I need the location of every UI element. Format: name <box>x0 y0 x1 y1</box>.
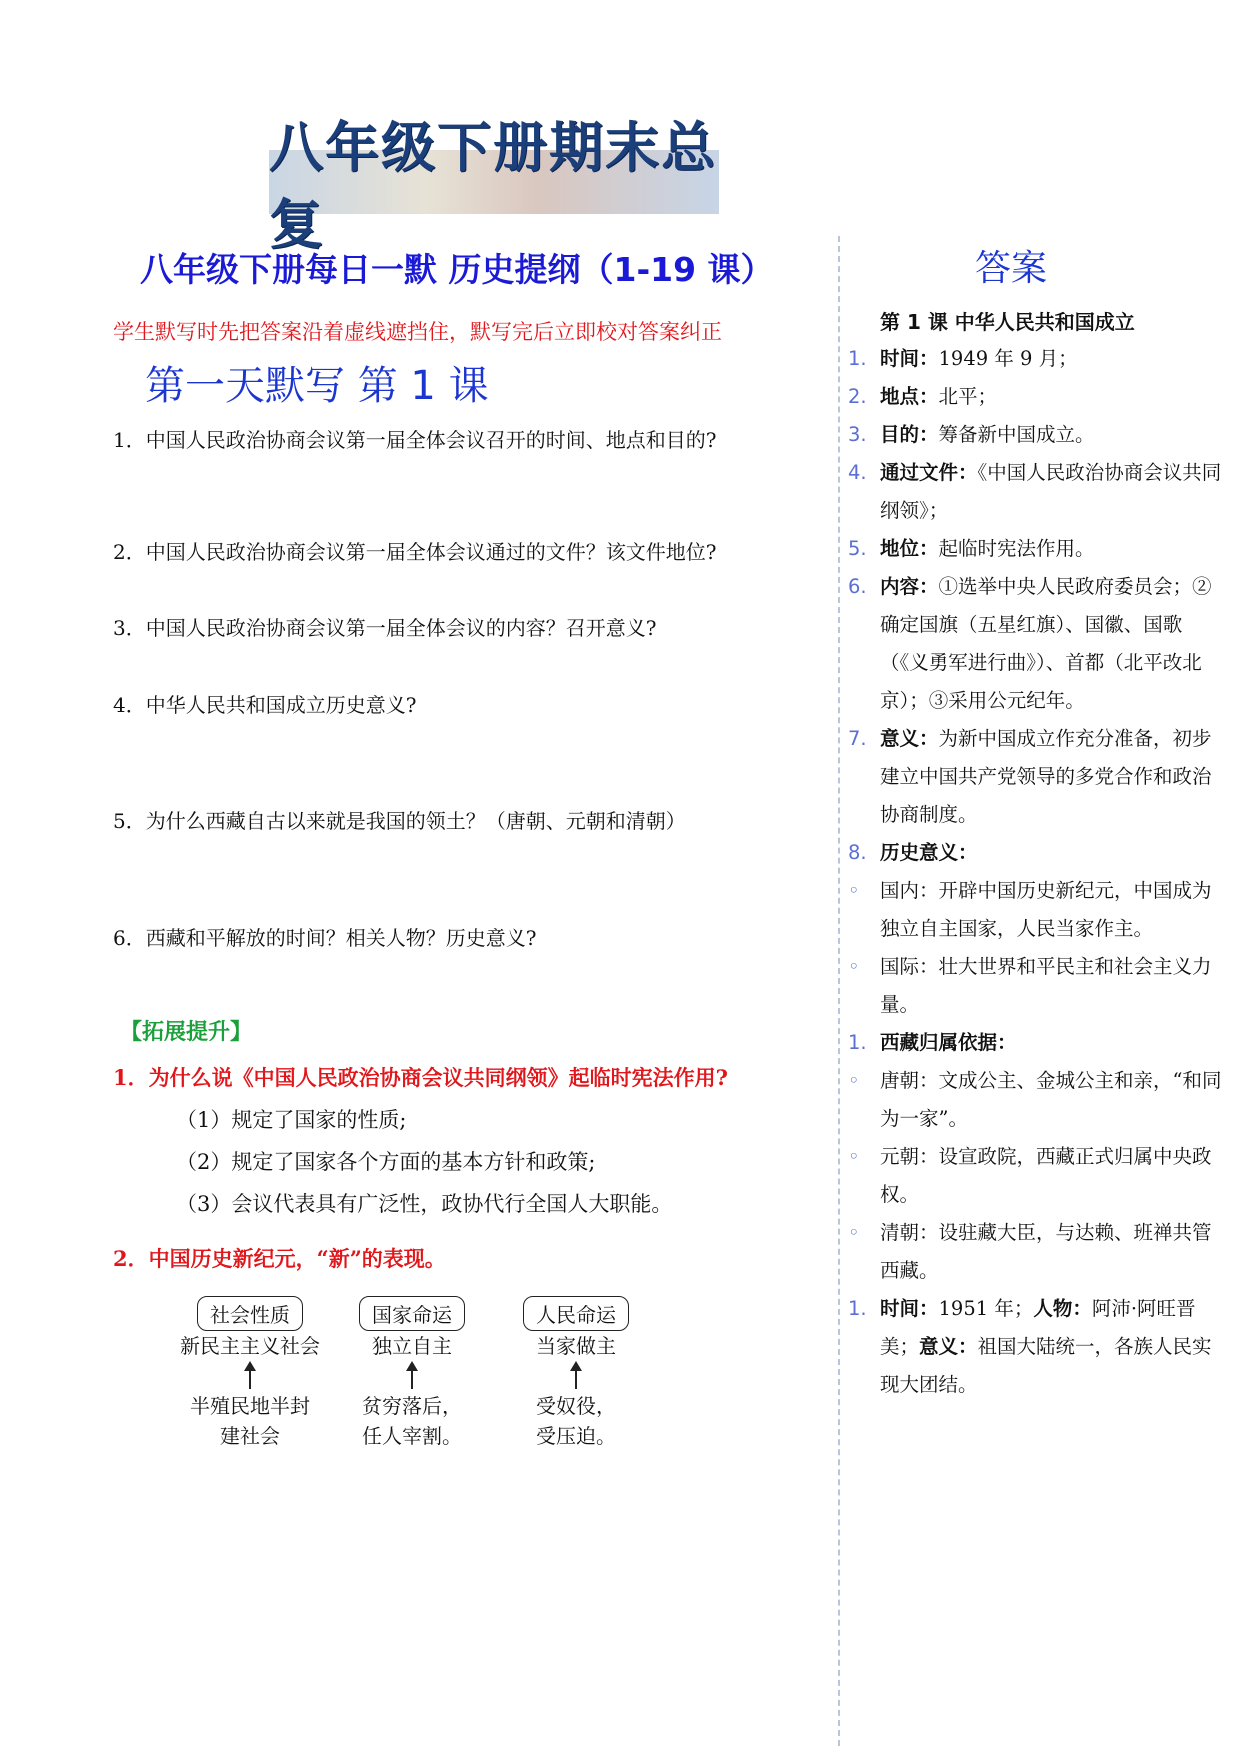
banner-title <box>269 116 719 256</box>
bullet-marker: ◦ <box>848 879 860 902</box>
answer-text: 筹备新中国成立。 <box>938 423 1095 446</box>
list-marker: 5. <box>848 537 867 560</box>
answer-text: 北平； <box>938 385 998 408</box>
answer-text: 元朝：设宣政院，西藏正式归属中央政权。 <box>880 1145 1212 1206</box>
answer-text: 国际：壮大世界和平民主和社会主义力量。 <box>880 955 1212 1016</box>
diagram-column-society <box>170 1296 330 1451</box>
question-4: 4．中华人民共和国成立历史意义? <box>113 693 417 717</box>
list-marker: 8. <box>848 841 867 864</box>
diagram-box: 人民命运 <box>523 1296 629 1331</box>
answer-item <box>848 454 1228 530</box>
diagram-old-state-line1: 贫穷落后， <box>362 1394 462 1418</box>
answer-text: 1949 年 9 月； <box>938 347 1078 370</box>
answer-text: 起临时宪法作用。 <box>938 537 1095 560</box>
instruction-text: 学生默写时先把答案沿着虚线遮挡住，默写完后立即校对答案纠正 <box>113 320 722 344</box>
answer-item <box>848 720 1228 834</box>
answer-label: 历史意义： <box>880 841 978 864</box>
list-marker: 1. <box>848 1297 867 1320</box>
list-marker: 4. <box>848 461 867 484</box>
answer-label: 时间： <box>880 347 939 370</box>
answer-text: 祖国大陆统一，各族人民实现大团结。 <box>880 1335 1212 1396</box>
extension-heading: 【拓展提升】 <box>120 1019 253 1045</box>
day-title: 第一天默写 第 1 课 <box>145 363 489 409</box>
extension-item-3: （3）会议代表具有广泛性，政协代行全国人大职能。 <box>176 1192 673 1216</box>
answer-text: 《中国人民政治协商会议共同纲领》； <box>880 461 1222 522</box>
answer-label: 意义： <box>880 727 939 750</box>
answer-label: 内容： <box>880 575 939 598</box>
question-5: 5．为什么西藏自古以来就是我国的领土？（唐朝、元朝和清朝） <box>113 809 686 833</box>
up-arrow-icon <box>575 1363 577 1389</box>
list-marker: 6. <box>848 575 867 598</box>
answer-label: 目的： <box>880 423 939 446</box>
list-marker: 1. <box>848 1031 867 1054</box>
answers-list <box>848 340 1228 1404</box>
diagram-old-state-line1: 半殖民地半封 <box>190 1394 310 1418</box>
question-1: 1．中国人民政治协商会议第一届全体会议召开的时间、地点和目的? <box>113 428 717 452</box>
diagram-column-people <box>496 1296 656 1451</box>
diagram-new-state: 新民主主义社会 <box>180 1334 320 1358</box>
answer-label: 西藏归属依据： <box>880 1031 1017 1054</box>
answer-item <box>848 834 1228 872</box>
answer-item <box>848 948 1228 1024</box>
answer-text: 阿沛·阿旺晋美； <box>880 1297 1196 1358</box>
up-arrow-icon <box>411 1363 413 1389</box>
dashed-fold-line <box>838 236 840 1746</box>
banner-text: 八年级下册期末总复 <box>269 116 717 256</box>
answer-text: 1951 年； <box>938 1297 1034 1320</box>
answer-item <box>848 872 1228 948</box>
answer-item <box>848 530 1228 568</box>
bullet-marker: ◦ <box>848 955 860 978</box>
diagram-new-state: 独立自主 <box>372 1334 452 1358</box>
answers-title: 答案 <box>975 248 1048 289</box>
answer-item <box>848 416 1228 454</box>
question-2: 2．中国人民政治协商会议第一届全体会议通过的文件？该文件地位? <box>113 540 717 564</box>
diagram-box: 社会性质 <box>197 1296 303 1331</box>
answer-label: 人物： <box>1033 1297 1092 1320</box>
diagram-old-state-line1: 受奴役， <box>536 1394 616 1418</box>
answer-text: 清朝：设驻藏大臣，与达赖、班禅共管西藏。 <box>880 1221 1212 1282</box>
answer-label: 时间： <box>880 1297 939 1320</box>
bullet-marker: ◦ <box>848 1069 860 1092</box>
answer-item <box>848 1024 1228 1062</box>
extension-item-1: （1）规定了国家的性质; <box>176 1108 407 1132</box>
diagram-new-state: 当家做主 <box>536 1334 616 1358</box>
answer-label: 意义： <box>919 1335 978 1358</box>
list-marker: 3. <box>848 423 867 446</box>
question-3: 3．中国人民政治协商会议第一届全体会议的内容？召开意义? <box>113 616 657 640</box>
diagram-box: 国家命运 <box>359 1296 465 1331</box>
bullet-marker: ◦ <box>848 1145 860 1168</box>
diagram-old-state-line2: 建社会 <box>220 1424 280 1448</box>
diagram-old-state-line2: 任人宰割。 <box>362 1424 462 1448</box>
main-title: 八年级下册每日一默 历史提纲（1-19 课） <box>140 250 774 289</box>
answer-label: 通过文件： <box>880 461 978 484</box>
extension-question-1: 1．为什么说《中国人民政治协商会议共同纲领》起临时宪法作用? <box>113 1065 728 1090</box>
answer-label: 地位： <box>880 537 939 560</box>
diagram-column-nation <box>332 1296 492 1451</box>
answer-item <box>848 1290 1228 1404</box>
answer-item <box>848 378 1228 416</box>
new-era-diagram <box>170 1296 650 1456</box>
answer-item <box>848 568 1228 720</box>
bullet-marker: ◦ <box>848 1221 860 1244</box>
answer-item <box>848 340 1228 378</box>
answer-item <box>848 1214 1228 1290</box>
question-6: 6．西藏和平解放的时间？相关人物？历史意义? <box>113 926 537 950</box>
answer-item <box>848 1138 1228 1214</box>
answer-item <box>848 1062 1228 1138</box>
answer-label: 地点： <box>880 385 939 408</box>
answer-text: 国内：开辟中国历史新纪元，中国成为独立自主国家，人民当家作主。 <box>880 879 1212 940</box>
answer-text: 为新中国成立作充分准备，初步建立中国共产党领导的多党合作和政治协商制度。 <box>880 727 1212 826</box>
diagram-old-state-line2: 受压迫。 <box>536 1424 616 1448</box>
answer-text: 唐朝：文成公主、金城公主和亲，“和同为一家”。 <box>880 1069 1222 1130</box>
list-marker: 7. <box>848 727 867 750</box>
extension-item-2: （2）规定了国家各个方面的基本方针和政策; <box>176 1150 596 1174</box>
answer-text: ①选举中央人民政府委员会；②确定国旗（五星红旗）、国徽、国歌（《义勇军进行曲》）、首都（北平改北京）；③采用公元纪年。 <box>880 575 1212 712</box>
list-marker: 1. <box>848 347 867 370</box>
list-marker: 2. <box>848 385 867 408</box>
up-arrow-icon <box>249 1363 251 1389</box>
extension-question-2: 2．中国历史新纪元，“新”的表现。 <box>113 1246 446 1271</box>
answers-lesson-title: 第 1 课 中华人民共和国成立 <box>880 310 1135 334</box>
